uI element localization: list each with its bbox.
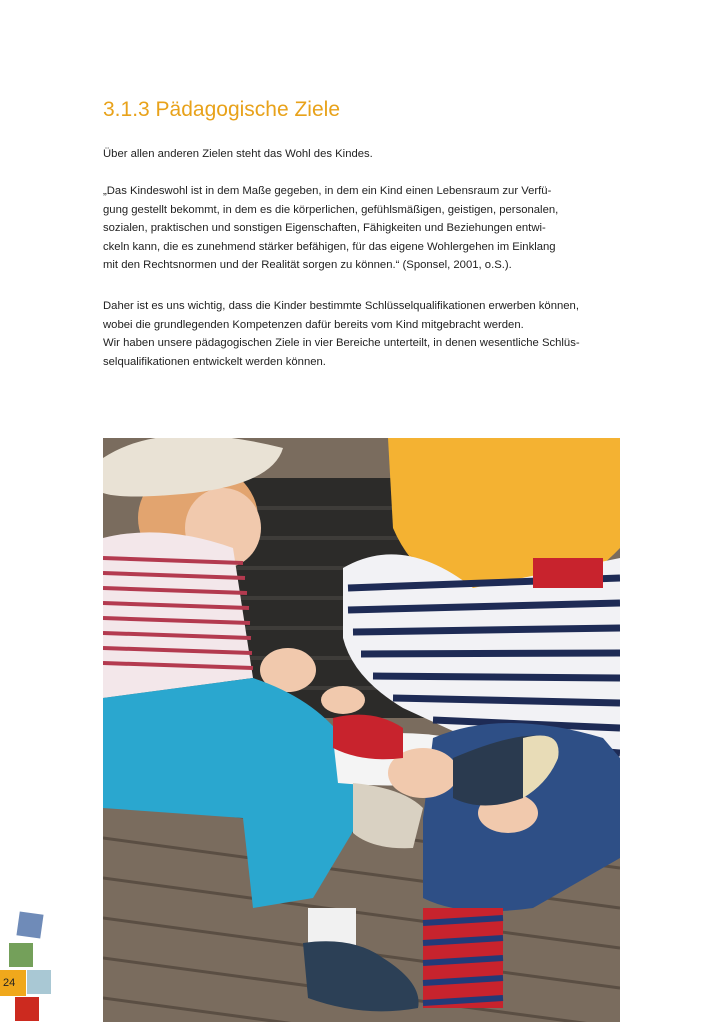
goals-line: Wir haben unsere pädagogischen Ziele in vier Bereiche unterteilt, in denen wesentliche Schlüs- [103, 337, 580, 349]
deco-square-green [9, 943, 33, 967]
quote-line: ckeln kann, die es zunehmend stärker befähigen, für das eigene Wohlergehen im Einklang [103, 240, 556, 253]
goals-paragraph [103, 297, 623, 371]
quote-paragraph [103, 182, 623, 275]
deco-square-red [15, 997, 39, 1021]
children-photo [103, 438, 620, 1022]
section-heading: 3.1.3 Pädagogische Ziele [103, 98, 340, 121]
deco-square-blue [16, 911, 43, 938]
quote-line: gung gestellt bekommt, in dem es die körperlichen, gefühlsmäßigen, geistigen, personalen, [103, 203, 559, 216]
page-number: 24 [3, 977, 16, 989]
quote-line: mit den Rechtsnormen und der Realität sorgen zu können.“ (Sponsel, 2001, o.S.). [103, 259, 512, 271]
left-child-other-hand [321, 686, 365, 714]
quote-line: „Das Kindeswohl ist in dem Maße gegeben, in dem ein Kind einen Lebensraum zur Verfü- [103, 185, 552, 197]
children-photo-illustration [103, 438, 620, 1022]
quote-line: sozialen, praktischen und sonstigen Eigenschaften, Fähigkeiten und Beziehungen entwi- [103, 222, 546, 234]
intro-paragraph: Über allen anderen Zielen steht das Wohl des Kindes. [103, 148, 373, 160]
goals-line: Daher ist es uns wichtig, dass die Kinder bestimmte Schlüsselqualifikationen erwerben können, [103, 300, 579, 312]
deco-square-lightblue [27, 970, 51, 994]
goals-line: wobei die grundlegenden Kompetenzen dafür bereits vom Kind mitgebracht werden. [103, 318, 524, 331]
red-collar [533, 558, 603, 588]
goals-line: selqualifikationen entwickelt werden können. [103, 355, 326, 368]
